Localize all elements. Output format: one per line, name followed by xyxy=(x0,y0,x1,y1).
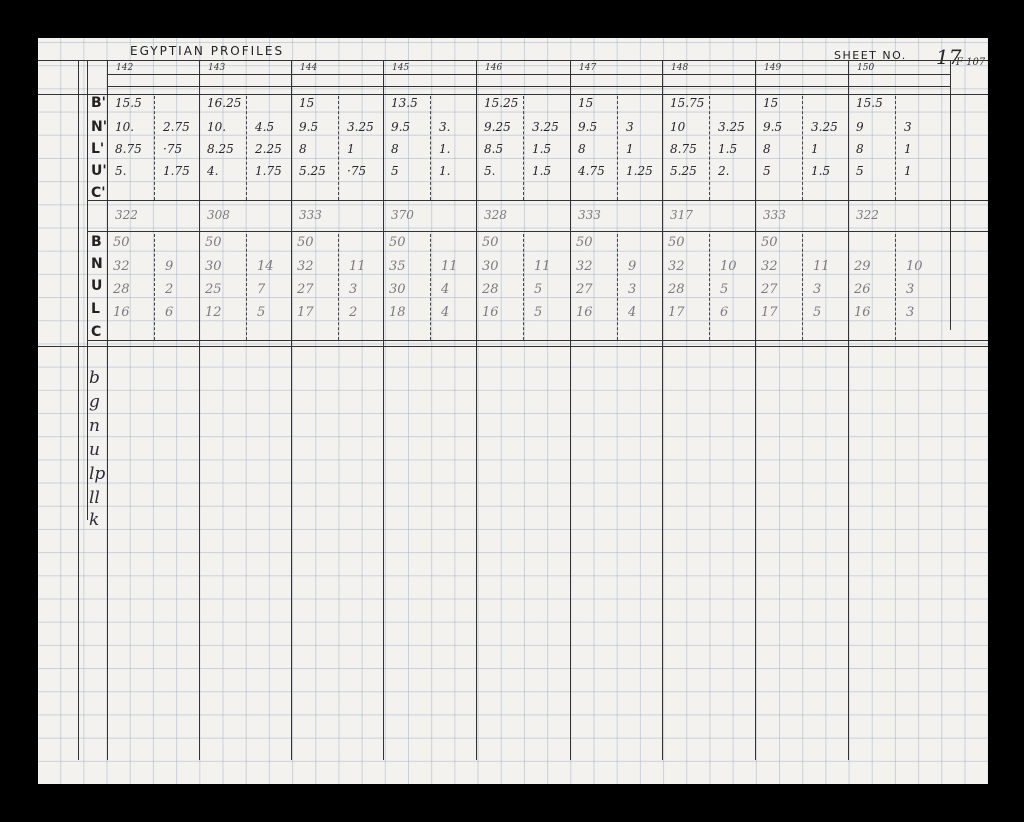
cell-value: 15.5 xyxy=(856,96,883,110)
cell-value: 6 xyxy=(720,305,729,320)
cell-value: 27 xyxy=(761,282,778,297)
total-value: 322 xyxy=(856,208,879,222)
cell-value: 50 xyxy=(668,235,685,250)
cell-value: 5 xyxy=(534,305,543,320)
subcolumn-divider xyxy=(246,96,247,200)
total-value: 333 xyxy=(299,208,322,222)
cell-value: 5.25 xyxy=(299,164,326,178)
cell-value: 1.5 xyxy=(718,142,738,156)
cell-value: 50 xyxy=(205,235,222,250)
column-number: 147 xyxy=(579,63,597,73)
cell-value: 15 xyxy=(763,96,779,110)
column-rule xyxy=(87,60,88,520)
total-value: 328 xyxy=(484,208,507,222)
rule-line xyxy=(38,94,988,95)
cell-value: 10. xyxy=(115,120,135,134)
cell-value: 8.75 xyxy=(115,142,142,156)
cell-value: 10 xyxy=(906,259,923,274)
subcolumn-divider xyxy=(154,96,155,200)
cell-value: 17 xyxy=(297,305,314,320)
cell-value: 3.25 xyxy=(718,120,745,134)
column-rule xyxy=(570,60,571,760)
cell-value: 5. xyxy=(484,164,496,178)
cell-value: ·75 xyxy=(163,142,183,156)
row-label-lower: C xyxy=(91,324,102,340)
row-label-upper: L' xyxy=(91,141,105,157)
subcolumn-divider xyxy=(895,96,896,200)
cell-value: 5 xyxy=(391,164,399,178)
total-value: 370 xyxy=(391,208,414,222)
rule-line xyxy=(87,231,988,232)
cell-value: 29 xyxy=(854,259,871,274)
cell-value: 30 xyxy=(482,259,499,274)
cell-value: 50 xyxy=(389,235,406,250)
column-rule xyxy=(755,60,756,760)
cell-value: 50 xyxy=(482,235,499,250)
cell-value: 1.5 xyxy=(532,142,552,156)
cell-value: 2. xyxy=(718,164,730,178)
cell-value: 11 xyxy=(534,259,551,274)
cell-value: 1 xyxy=(626,142,634,156)
cell-value: 6 xyxy=(165,305,174,320)
column-number: 148 xyxy=(671,63,689,73)
cell-value: 50 xyxy=(113,235,130,250)
sheet-subnumber: F 107 xyxy=(956,57,986,68)
column-number: 144 xyxy=(300,63,318,73)
cell-value: 30 xyxy=(389,282,406,297)
cell-value: 9.5 xyxy=(299,120,319,134)
script-label: ll xyxy=(89,488,100,508)
cell-value: 3.25 xyxy=(811,120,838,134)
row-label-lower: N xyxy=(91,256,103,272)
cell-value: 1.5 xyxy=(811,164,831,178)
cell-value: 2 xyxy=(165,282,174,297)
rule-line xyxy=(87,340,988,341)
script-label: lp xyxy=(89,464,106,484)
script-label: k xyxy=(89,510,100,530)
subcolumn-divider xyxy=(338,234,339,340)
cell-value: 16 xyxy=(854,305,871,320)
script-label: g xyxy=(89,392,100,412)
cell-value: 28 xyxy=(113,282,130,297)
cell-value: 2 xyxy=(349,305,358,320)
cell-value: 25 xyxy=(205,282,222,297)
script-label: u xyxy=(89,440,100,460)
cell-value: 3 xyxy=(813,282,822,297)
column-rule xyxy=(383,60,384,760)
column-number: 150 xyxy=(857,63,875,73)
subcolumn-divider xyxy=(246,234,247,340)
column-rule xyxy=(78,60,79,760)
cell-value: 5 xyxy=(763,164,771,178)
subcolumn-divider xyxy=(617,234,618,340)
cell-value: 9 xyxy=(165,259,174,274)
cell-value: 28 xyxy=(668,282,685,297)
cell-value: 15 xyxy=(299,96,315,110)
cell-value: ·75 xyxy=(347,164,367,178)
subcolumn-divider xyxy=(154,234,155,340)
row-label-lower: L xyxy=(91,301,100,317)
total-value: 317 xyxy=(670,208,693,222)
cell-value: 3 xyxy=(626,120,634,134)
column-rule xyxy=(199,60,200,760)
cell-value: 1 xyxy=(904,142,912,156)
cell-value: 2.75 xyxy=(163,120,190,134)
cell-value: 8.5 xyxy=(484,142,504,156)
cell-value: 13.5 xyxy=(391,96,418,110)
cell-value: 9.5 xyxy=(578,120,598,134)
row-label-upper: B' xyxy=(91,95,106,111)
cell-value: 17 xyxy=(668,305,685,320)
cell-value: 16 xyxy=(113,305,130,320)
cell-value: 8.25 xyxy=(207,142,234,156)
cell-value: 35 xyxy=(389,259,406,274)
cell-value: 14 xyxy=(257,259,274,274)
cell-value: 7 xyxy=(257,282,266,297)
cell-value: 5 xyxy=(856,164,864,178)
script-label: n xyxy=(89,416,100,436)
cell-value: 1. xyxy=(439,164,451,178)
subcolumn-divider xyxy=(802,96,803,200)
cell-value: 30 xyxy=(205,259,222,274)
cell-value: 50 xyxy=(297,235,314,250)
row-label-lower: B xyxy=(91,234,102,250)
column-rule xyxy=(848,60,849,760)
subcolumn-divider xyxy=(430,234,431,340)
cell-value: 9 xyxy=(628,259,637,274)
cell-value: 1 xyxy=(347,142,355,156)
cell-value: 9 xyxy=(856,120,864,134)
cell-value: 32 xyxy=(668,259,685,274)
sheet-title: EGYPTIAN PROFILES xyxy=(130,44,285,58)
subcolumn-divider xyxy=(617,96,618,200)
cell-value: 3.25 xyxy=(347,120,374,134)
cell-value: 15.75 xyxy=(670,96,705,110)
cell-value: 28 xyxy=(482,282,499,297)
subcolumn-divider xyxy=(338,96,339,200)
cell-value: 3 xyxy=(628,282,637,297)
cell-value: 5. xyxy=(115,164,127,178)
cell-value: 8 xyxy=(578,142,586,156)
cell-value: 50 xyxy=(576,235,593,250)
cell-value: 3.25 xyxy=(532,120,559,134)
row-label-lower: U xyxy=(91,278,103,294)
cell-value: 3 xyxy=(904,120,912,134)
subcolumn-divider xyxy=(709,234,710,340)
cell-value: 4 xyxy=(441,305,450,320)
cell-value: 11 xyxy=(441,259,458,274)
row-label-upper: U' xyxy=(91,163,107,179)
column-rule xyxy=(291,60,292,760)
cell-value: 32 xyxy=(297,259,314,274)
subcolumn-divider xyxy=(430,96,431,200)
sheet-number: 17 xyxy=(936,45,962,69)
cell-value: 4. xyxy=(207,164,219,178)
rule-line xyxy=(107,86,951,87)
cell-value: 32 xyxy=(113,259,130,274)
cell-value: 15 xyxy=(578,96,594,110)
cell-value: 18 xyxy=(389,305,406,320)
cell-value: 16 xyxy=(576,305,593,320)
column-rule xyxy=(107,60,108,760)
rule-line xyxy=(107,74,951,75)
cell-value: 8 xyxy=(856,142,864,156)
cell-value: 1 xyxy=(811,142,819,156)
cell-value: 8.75 xyxy=(670,142,697,156)
cell-value: 12 xyxy=(205,305,222,320)
cell-value: 4 xyxy=(628,305,637,320)
cell-value: 2.25 xyxy=(255,142,282,156)
cell-value: 1. xyxy=(439,142,451,156)
cell-value: 1.75 xyxy=(163,164,190,178)
cell-value: 4 xyxy=(441,282,450,297)
cell-value: 3 xyxy=(906,282,915,297)
profile-sheet xyxy=(38,38,988,784)
cell-value: 16.25 xyxy=(207,96,242,110)
cell-value: 27 xyxy=(576,282,593,297)
total-value: 308 xyxy=(207,208,230,222)
cell-value: 8 xyxy=(391,142,399,156)
cell-value: 10 xyxy=(720,259,737,274)
cell-value: 9.5 xyxy=(391,120,411,134)
script-label: b xyxy=(89,368,100,388)
column-rule xyxy=(476,60,477,760)
cell-value: 4.5 xyxy=(255,120,275,134)
row-label-upper: N' xyxy=(91,119,108,135)
cell-value: 5 xyxy=(720,282,729,297)
total-value: 333 xyxy=(763,208,786,222)
cell-value: 27 xyxy=(297,282,314,297)
cell-value: 5 xyxy=(813,305,822,320)
cell-value: 50 xyxy=(761,235,778,250)
cell-value: 32 xyxy=(761,259,778,274)
cell-value: 3. xyxy=(439,120,451,134)
cell-value: 4.75 xyxy=(578,164,605,178)
cell-value: 9.25 xyxy=(484,120,511,134)
cell-value: 10 xyxy=(670,120,686,134)
total-value: 333 xyxy=(578,208,601,222)
cell-value: 8 xyxy=(299,142,307,156)
cell-value: 9.5 xyxy=(763,120,783,134)
cell-value: 3 xyxy=(906,305,915,320)
subcolumn-divider xyxy=(895,234,896,340)
cell-value: 1.25 xyxy=(626,164,653,178)
column-number: 145 xyxy=(392,63,410,73)
cell-value: 15.5 xyxy=(115,96,142,110)
row-label-upper: C' xyxy=(91,185,106,201)
column-rule xyxy=(950,60,951,330)
cell-value: 1.5 xyxy=(532,164,552,178)
rule-line xyxy=(87,200,988,201)
total-value: 322 xyxy=(115,208,138,222)
subcolumn-divider xyxy=(523,234,524,340)
cell-value: 10. xyxy=(207,120,227,134)
cell-value: 5 xyxy=(257,305,266,320)
cell-value: 1.75 xyxy=(255,164,282,178)
column-number: 146 xyxy=(485,63,503,73)
sheet-number-label: SHEET NO. xyxy=(834,49,907,62)
column-number: 149 xyxy=(764,63,782,73)
subcolumn-divider xyxy=(802,234,803,340)
cell-value: 17 xyxy=(761,305,778,320)
cell-value: 11 xyxy=(813,259,830,274)
cell-value: 15.25 xyxy=(484,96,519,110)
cell-value: 16 xyxy=(482,305,499,320)
rule-line xyxy=(38,346,988,347)
cell-value: 3 xyxy=(349,282,358,297)
cell-value: 5 xyxy=(534,282,543,297)
cell-value: 1 xyxy=(904,164,912,178)
cell-value: 8 xyxy=(763,142,771,156)
column-number: 142 xyxy=(116,63,134,73)
column-rule xyxy=(662,60,663,760)
subcolumn-divider xyxy=(523,96,524,200)
rule-line xyxy=(38,60,988,61)
subcolumn-divider xyxy=(709,96,710,200)
column-number: 143 xyxy=(208,63,226,73)
cell-value: 11 xyxy=(349,259,366,274)
cell-value: 5.25 xyxy=(670,164,697,178)
cell-value: 26 xyxy=(854,282,871,297)
cell-value: 32 xyxy=(576,259,593,274)
